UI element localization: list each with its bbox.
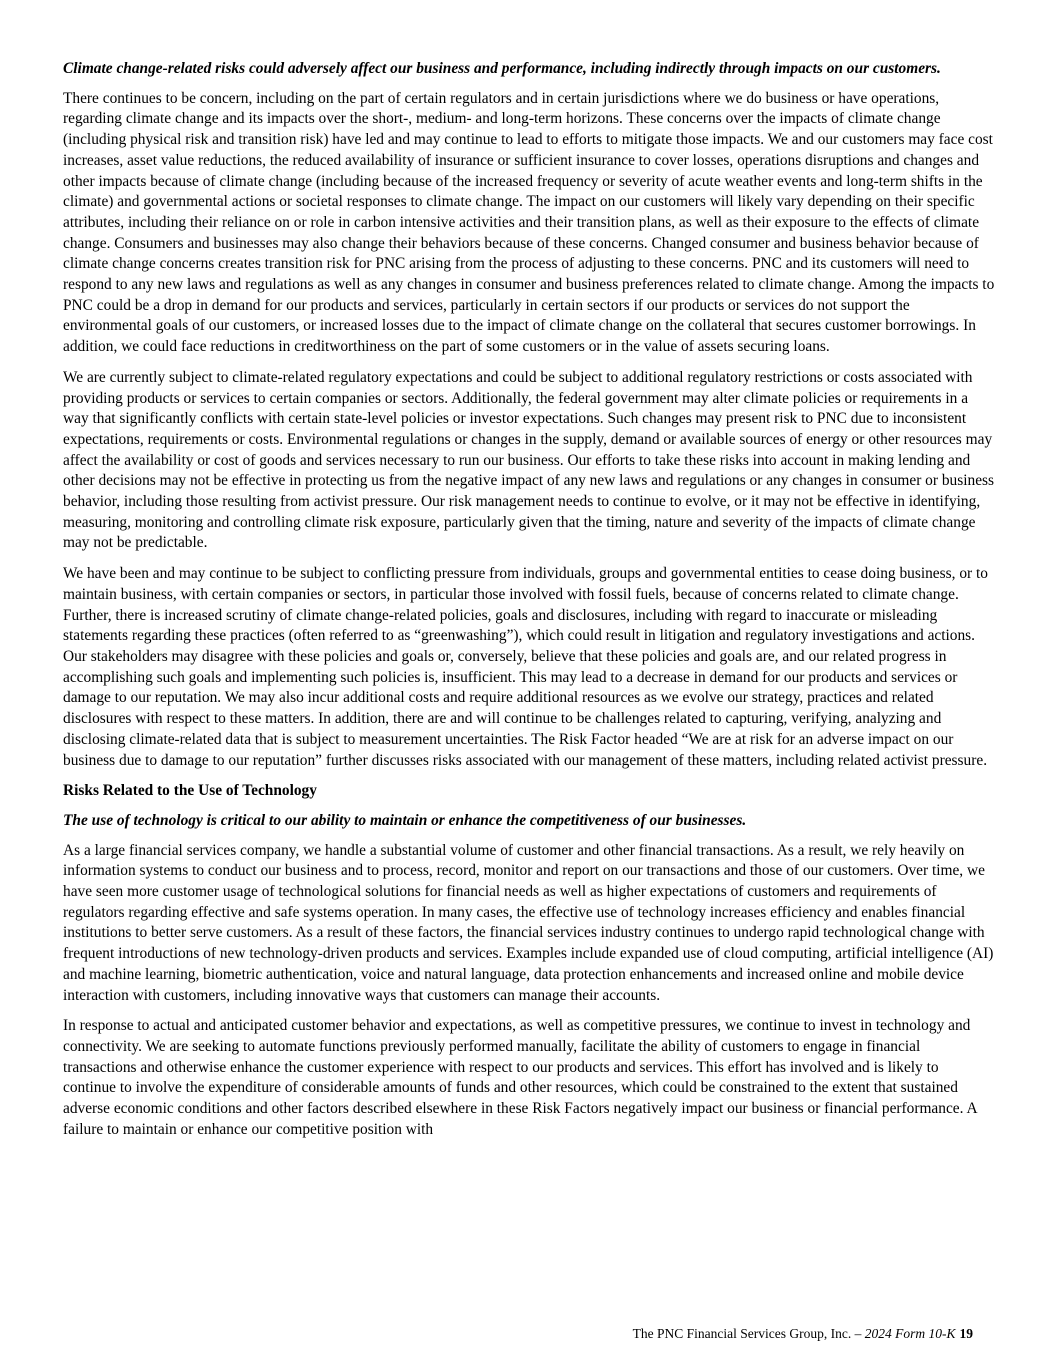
paragraph-climate-regulatory: We are currently subject to climate-related regulatory expectations and could be subject to additional regulatory restrictions or costs associated with providing products or services to certain companies or sectors. Additionally, the federal government may alter climate policies or requirements in a way that significantly conflicts with certain state-level policies or investor expectations. Such changes may present risk to PNC due to inconsistent expectations, requirements or costs. Environmental regulations or changes in the supply, demand or available sources of energy or other resources may affect the availability or cost of goods and services necessary to run our business. Our efforts to take these risks into account in making lending and other decisions may not be effective in protecting us from the negative impact of any new laws and regulations or any changes in consumer or business behavior, including those resulting from activist pressure. Our risk management needs to continue to evolve, or it may not be effective in identifying, measuring, monitoring and controlling climate risk exposure, particularly given that the timing, nature and severity of the impacts of climate change may not be predictable.	[63, 368, 995, 552]
paragraph-technology-reliance: As a large financial services company, we handle a substantial volume of customer and other financial transactions. As a result, we rely heavily on information systems to conduct our business and to process, record, monitor and report on our transactions and those of our customers. Over time, we have seen more customer usage of technological solutions for financial needs as well as higher expectations of customers and requirements of regulators regarding effective and safe systems operation. In many cases, the effective use of technology increases efficiency and enables financial institutions to better serve customers. As a result of these factors, the financial services industry continues to undergo rapid technological change with frequent introductions of new technology-driven products and services. Examples include expanded use of cloud computing, artificial intelligence (AI) and machine learning, biometric authentication, voice and natural language, data protection enhancements and increased online and mobile device interaction with customers, including innovative ways that customers can manage their accounts.	[63, 841, 994, 1004]
footer-form-name: 2024 Form 10-K	[864, 1326, 956, 1341]
paragraph-technology-investment: In response to actual and anticipated customer behavior and expectations, as well as competitive pressures, we continue to invest in technology and connectivity. We are seeking to automate functions previously performed manually, facilitate the ability of customers to engage in financial transactions and otherwise enhance the customer experience with respect to our products and services. This effort has involved and is likely to continue to involve the expenditure of considerable amounts of funds and other resources, which could be constrained to the extent that sustained adverse economic conditions and other factors described elsewhere in these Risk Factors negatively impact our business or financial performance. A failure to maintain or enhance our competitive position with	[63, 1017, 977, 1138]
section-heading-climate-risk: Climate change-related risks could adversely affect our business and performance, including indirectly through impacts on our customers.	[63, 60, 941, 77]
page-footer	[633, 1325, 973, 1343]
footer-company: The PNC Financial Services Group, Inc. –	[632, 1326, 865, 1341]
paragraph-conflicting-pressure: We have been and may continue to be subject to conflicting pressure from individuals, groups and governmental entities to cease doing business, or to maintain business, with certain companies or sectors, in particular those involved with fossil fuels, because of concerns related to climate change. Further, there is increased scrutiny of climate change-related policies, goals and disclosures, including with regard to inaccurate or misleading statements regarding these practices (often referred to as “greenwashing”), which could result in litigation and regulatory investigations and actions. Our stakeholders may disagree with these policies and goals or, conversely, believe that these policies and goals are, and our related progress in accomplishing such goals and implementing such policies is, insufficient. This may lead to a decrease in demand for our products and services or damage to our reputation. We may also incur additional costs and require additional resources as we evolve our strategy, practices and related disclosures with respect to these matters. In addition, there are and will continue to be challenges related to capturing, verifying, analyzing and disclosing climate-related data that is subject to measurement uncertainties. The Risk Factor headed “We are at risk for an adverse impact on our business due to damage to our reputation” further discusses risks associated with our management of these matters, including related activist pressure.	[63, 565, 988, 769]
paragraph-climate-concerns: There continues to be concern, including on the part of certain regulators and in certain jurisdictions where we do business or have operations, regarding climate change and its impacts over the short-, medium- and long-term horizons. These concerns over the impacts of climate change (including physical risk and transition risk) have led and may continue to lead to efforts to mitigate those impacts. We and our customers may face cost increases, asset value reductions, the reduced availability of insurance or sufficient insurance to cover losses, operations disruptions and changes and other impacts because of climate change (including because of the increased frequency or severity of acute weather events and long-term shifts in the climate) and governmental actions or societal responses to climate change. The impact on our customers will likely vary depending on their specific attributes, including their reliance on or role in carbon intensive activities and their transition plans, as well as their exposure to the effects of climate change. Consumers and businesses may also change their behaviors because of these concerns. Changed consumer and business behavior because of climate change concerns creates transition risk for PNC arising from the process of adjusting to these concerns. PNC and its customers will need to respond to any new laws and regulations as well as any changes in consumer and business preferences related to climate change. Among the impacts to PNC could be a drop in demand for our products and services, particularly in certain sectors if our products or services do not support the environmental goals of our customers, or increased losses due to the impact of climate change on the collateral that secures customer borrowings. In addition, we could face reductions in creditworthiness on the part of some customers or in the value of assets securing loans.	[63, 89, 995, 356]
document-body	[63, 59, 995, 1150]
page-number: 19	[959, 1326, 973, 1341]
subsection-heading-technology: The use of technology is critical to our ability to maintain or enhance the competitiveness of our businesses.	[63, 811, 747, 829]
section-heading-technology-risks: Risks Related to the Use of Technology	[63, 782, 317, 800]
